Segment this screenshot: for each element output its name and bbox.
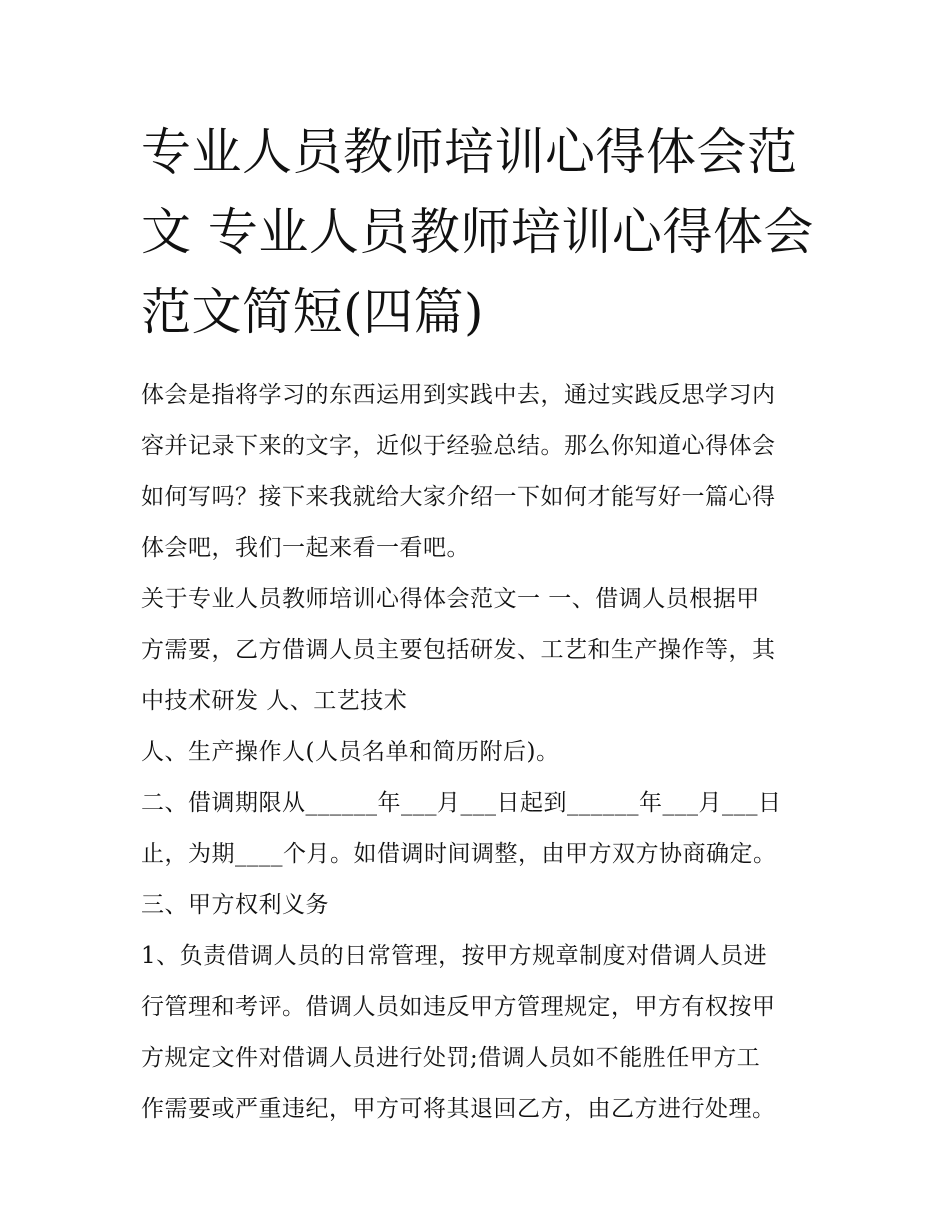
body-line: 行管理和考评。借调人员如违反甲方管理规定，甲方有权按甲	[141, 994, 776, 1020]
body-line: 如何写吗？接下来我就给大家介绍一下如何才能写好一篇心得	[141, 484, 776, 510]
body-line: 作需要或严重违纪，甲方可将其退回乙方，由乙方进行处理。	[141, 1096, 776, 1122]
title-line: 专业人员教师培训心得体会范	[141, 123, 798, 181]
body-line: 方需要，乙方借调人员主要包括研发、工艺和生产操作等，其	[141, 637, 776, 663]
body-line: 三、甲方权利义务	[141, 892, 329, 918]
title-line: 文 专业人员教师培训心得体会	[141, 203, 814, 261]
body-line: 体会吧，我们一起来看一看吧。	[141, 535, 470, 561]
document-title	[141, 112, 821, 352]
body-line: 止，为期____个月。如借调时间调整，由甲方双方协商确定。	[141, 841, 777, 867]
body-line: 人、生产操作人(人员名单和简历附后)。	[141, 739, 560, 765]
document-content	[141, 112, 821, 1135]
body-line: 1、负责借调人员的日常管理，按甲方规章制度对借调人员进	[141, 943, 768, 969]
body-line: 二、借调期限从______年___月___日起到______年___月___日	[141, 790, 782, 816]
body-line: 关于专业人员教师培训心得体会范文一 一、借调人员根据甲	[141, 586, 760, 612]
body-line: 方规定文件对借调人员进行处罚;借调人员如不能胜任甲方工	[141, 1045, 761, 1071]
body-line: 体会是指将学习的东西运用到实践中去，通过实践反思学习内	[141, 382, 776, 408]
body-line: 中技术研发 人、工艺技术	[141, 688, 408, 714]
body-line: 容并记录下来的文字，近似于经验总结。那么你知道心得体会	[141, 433, 776, 459]
title-line: 范文简短(四篇)	[141, 283, 485, 341]
document-body	[141, 370, 821, 1135]
